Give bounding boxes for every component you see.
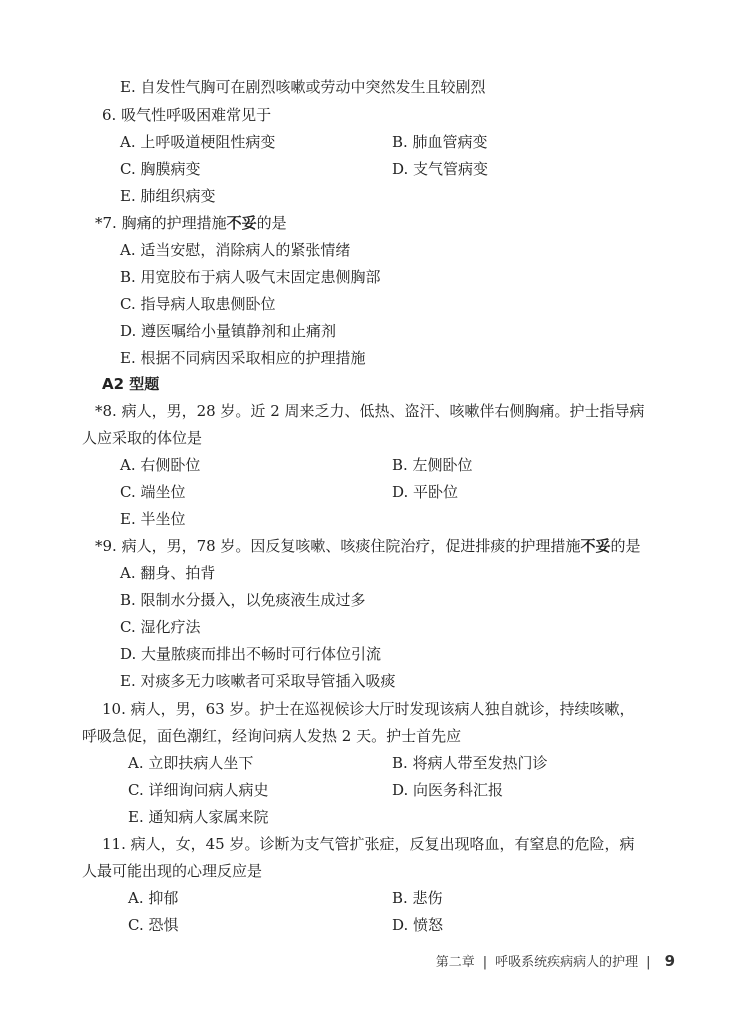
q9-option-c: C. 湿化疗法 [120,618,201,636]
q6-option-c: C. 胸膜病变 [120,160,201,178]
q9-option-d: D. 大量脓痰而排出不畅时可行体位引流 [120,645,382,663]
footer-title: 呼吸系统疾病病人的护理 [495,955,639,970]
q8-option-e: E. 半坐位 [120,510,186,528]
q10-option-d: D. 向医务科汇报 [392,781,504,799]
q11-stem-line1: 11. 病人，女，45 岁。诊断为支气管扩张症，反复出现咯血，有窒息的危险，病 [102,835,635,853]
q7-option-c: C. 指导病人取患侧卧位 [120,295,276,313]
q10-stem-line1: 10. 病人，男，63 岁。护士在巡视候诊大厅时发现该病人独自就诊，持续咳嗽， [102,700,635,718]
q6-stem: 6. 吸气性呼吸困难常见于 [102,106,272,124]
q9-stem: *9. 病人，男，78 岁。因反复咳嗽、咳痰住院治疗，促进排痰的护理措施不妥的是 [95,537,641,555]
q11-option-b: B. 悲伤 [392,889,443,907]
q11-option-c: C. 恐惧 [128,916,179,934]
q10-stem-line2: 呼吸急促，面色潮红，经询问病人发热 2 天。护士首先应 [82,727,462,745]
q10-option-a: A. 立即扶病人坐下 [128,754,254,772]
q10-option-e: E. 通知病人家属来院 [128,808,269,826]
q6-option-b: B. 肺血管病变 [392,133,488,151]
q7-option-a: A. 适当安慰，消除病人的紧张情绪 [120,241,351,259]
q8-option-d: D. 平卧位 [392,483,459,501]
q11-option-d: D. 愤怒 [392,916,444,934]
q9-option-e: E. 对痰多无力咳嗽者可采取导管插入吸痰 [120,672,396,690]
q10-option-c: C. 详细询问病人病史 [128,781,269,799]
q11-option-a: A. 抑郁 [128,889,179,907]
footer-divider: | [646,955,651,970]
q9-option-a: A. 翻身、拍背 [120,564,216,582]
q6-option-e: E. 肺组织病变 [120,187,216,205]
q8-option-c: C. 端坐位 [120,483,186,501]
q10-option-b: B. 将病人带至发热门诊 [392,754,548,772]
section-heading: A2 型题 [102,375,160,393]
q6-option-d: D. 支气管病变 [392,160,489,178]
q5-option-e: E. 自发性气胸可在剧烈咳嗽或劳动中突然发生且较剧烈 [120,78,486,96]
q8-option-b: B. 左侧卧位 [392,456,473,474]
q7-option-b: B. 用宽胶布于病人吸气末固定患侧胸部 [120,268,381,286]
page-number: 9 [664,952,675,970]
q7-option-e: E. 根据不同病因采取相应的护理措施 [120,349,366,367]
footer-divider: | [482,955,488,970]
q8-option-a: A. 右侧卧位 [120,456,201,474]
q6-option-a: A. 上呼吸道梗阻性病变 [120,133,276,151]
q8-stem-line1: *8. 病人，男，28 岁。近 2 周来乏力、低热、盗汗、咳嗽伴右侧胸痛。护士指导病 [95,402,645,420]
q11-stem-line2: 人最可能出现的心理反应是 [82,862,263,880]
q7-option-d: D. 遵医嘱给小量镇静剂和止痛剂 [120,322,337,340]
q7-emphasis: 不妥 [226,214,257,232]
q9-option-b: B. 限制水分摄入，以免痰液生成过多 [120,591,366,609]
q7-stem: *7. 胸痛的护理措施不妥的是 [95,214,287,232]
q9-emphasis: 不妥 [580,537,611,555]
footer-chapter: 第二章 [435,955,475,970]
q8-stem-line2: 人应采取的体位是 [82,429,203,447]
page-footer [436,951,675,970]
